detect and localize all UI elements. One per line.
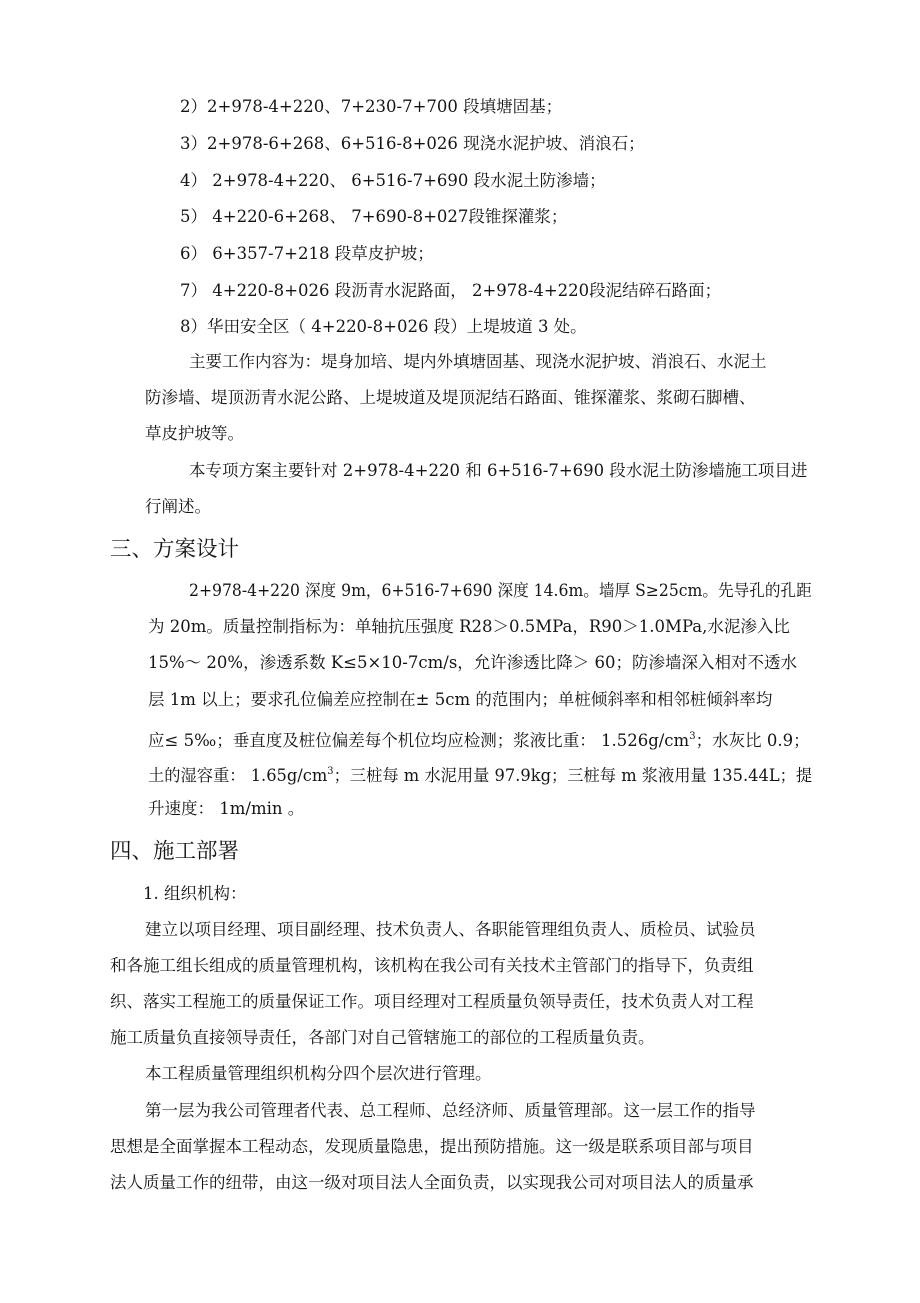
paragraph-line: 和各施工组长组成的质量管理机构，该机构在我公司有关技术主管部门的指导下，负责组 [110, 956, 754, 975]
paragraph-line: 行阐述。 [145, 497, 211, 516]
paragraph-line: 层 1m 以上；要求孔位偏差应控制在± 5cm 的范围内；单桩倾斜率和相邻桩倾斜率均 [148, 690, 773, 709]
paragraph-line: 升速度： 1m/min 。 [148, 799, 305, 818]
paragraph-line: 2+978-4+220 深度 9m，6+516-7+690 深度 14.6m。墙厚 S≥25cm。先导孔的孔距 [189, 581, 812, 600]
superscript: 3 [689, 731, 696, 742]
paragraph-line: 15%～ 20%，渗透系数 K≤5×10-7cm/s，允许渗透比降＞ 60；防渗墙深入相对不透水 [148, 653, 798, 672]
paragraph-line: 草皮护坡等。 [145, 424, 244, 443]
paragraph-line: 施工质量负直接领导责任，各部门对自己管辖施工的部位的工程质量负责。 [110, 1028, 655, 1047]
paragraph-line: 思想是全面掌握本工程动态，发现质量隐患，提出预防措施。这一级是联系项目部与项目 [110, 1137, 754, 1156]
section-heading: 四、施工部署 [110, 839, 240, 864]
paragraph-line [148, 730, 810, 752]
paragraph-line: 第一层为我公司管理者代表、总工程师、总经济师、质量管理部。这一层工作的指导 [145, 1101, 756, 1120]
paragraph-line: 本专项方案主要针对 2+978-4+220 和 6+516-7+690 段水泥土防渗墙施工项目进 [189, 461, 808, 480]
list-item: 6） 6+357-7+218 段草皮护坡； [180, 244, 434, 263]
paragraph-line: 防渗墙、堤顶沥青水泥公路、上堤坡道及堤顶泥结石路面、锥探灌浆、浆砌石脚槽、 [145, 388, 756, 407]
paragraph-line: 为 20m。质量控制指标为：单轴抗压强度 R28＞0.5MPa，R90＞1.0MPa,水泥渗入比 [148, 617, 790, 636]
text-run: ；三桩每 m 水泥用量 97.9kg；三桩每 m 浆液用量 135.44L；提 [333, 766, 813, 785]
paragraph-line [148, 765, 812, 787]
paragraph-line: 织、落实工程施工的质量保证工作。项目经理对工程质量负领导责任，技术负责人对工程 [110, 992, 754, 1011]
subheading: 1. 组织机构： [143, 884, 247, 903]
paragraph-line: 主要工作内容为：堤身加培、堤内外填塘固基、现浇水泥护坡、消浪石、水泥土 [189, 352, 767, 371]
list-item: 5） 4+220-6+268、 7+690-8+027段锥探灌浆； [180, 207, 568, 226]
paragraph-line: 法人质量工作的纽带，由这一级对项目法人全面负责，以实现我公司对项目法人的质量承 [110, 1173, 754, 1192]
text-run: 土的湿容重： 1.65g/cm [148, 766, 328, 785]
text-run: 应≤ 5‰；垂直度及桩位偏差每个机位均应检测；浆液比重： 1.526g/cm [148, 731, 690, 750]
list-item: 8）华田安全区（ 4+220-8+026 段）上堤坡道 3 处。 [180, 317, 587, 336]
section-heading: 三、方案设计 [110, 537, 240, 562]
paragraph-line: 本工程质量管理组织机构分四个层次进行管理。 [145, 1064, 492, 1083]
text-run: ；水灰比 0.9； [695, 731, 810, 750]
paragraph-line: 建立以项目经理、项目副经理、技术负责人、各职能管理组负责人、质检员、试验员 [145, 920, 756, 939]
list-item: 3）2+978-6+268、6+516-8+026 现浇水泥护坡、消浪石； [180, 134, 645, 153]
list-item: 2）2+978-4+220、7+230-7+700 段填塘固基； [180, 97, 563, 116]
list-item: 4） 2+978-4+220、 6+516-7+690 段水泥土防渗墙； [180, 171, 606, 190]
list-item: 7） 4+220-8+026 段沥青水泥路面， 2+978-4+220段泥结碎石路面； [180, 281, 722, 300]
superscript: 3 [327, 766, 334, 777]
